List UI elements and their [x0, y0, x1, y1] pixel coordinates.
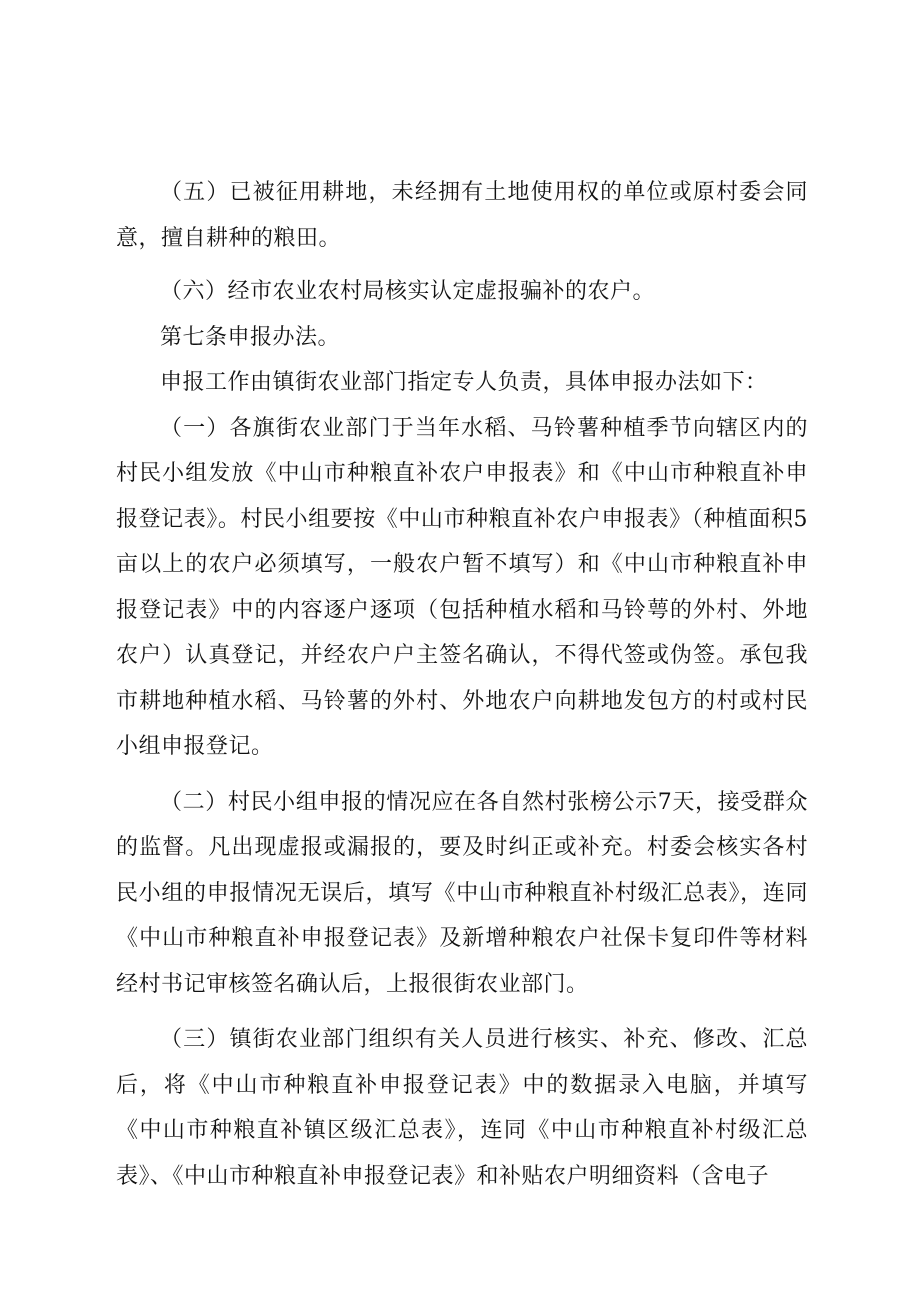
paragraph-declaration-intro: 申报工作由镇街农业部门指定专人负责，具体申报办法如下：	[160, 370, 768, 395]
article-7-heading: 第七条申报办法。	[160, 324, 341, 350]
paragraph-item-6: （六）经市农业农村局核实认定虚报骗补的农户。	[160, 279, 656, 304]
paragraph-step-1: （一）各旗街农业部门于当年水稻、马铃薯种植季节向辖区内的村民小组发放《中山市种粮直补农户申报表》和《中山市种粮直补申报登记表》。村民小组要按《中山市种粮直补农户申报表》（种植面积5亩以上的农户必须填写，一般农户暂不填写）和《中山市种粮直补申报登记表》中的内容逐户逐项（包括种植水稻和马铃萼的外村、外地农户）认真登记，并经农户户主签名确认，不得代签或伪签。承包我市耕地种植水稻、马铃薯的外村、外地农户向耕地发包方的村或村民小组申报登记。	[116, 415, 808, 759]
paragraph-item-5: （五）已被征用耕地，未经拥有土地使用权的单位或原村委会同意，擅自耕种的粮田。	[116, 180, 808, 251]
paragraph-step-2: （二）村民小组申报的情况应在各自然村张榜公示7天，接受群众的监督。凡出现虚报或漏报的，要及时纠正或补充。村委会核实各村民小组的申报情况无误后，填写《中山市种粮直补村级汇总表》，连同《中山市种粮直补申报登记表》及新增种粮农户社保卡复印件等材料经村书记审核签名确认后，上报很街农业部门。	[116, 789, 808, 997]
document-body	[116, 170, 808, 1199]
paragraph-step-3: （三）镇街农业部门组织有关人员进行核实、补充、修改、汇总后，将《中山市种粮直补申报登记表》中的数据录入电脑，并填写《中山市种粮直补镇区级汇总表》，连同《中山市种粮直补村级汇总表》、《中山市种粮直补申报登记表》和补贴农户明细资料（含电子	[116, 1027, 808, 1189]
